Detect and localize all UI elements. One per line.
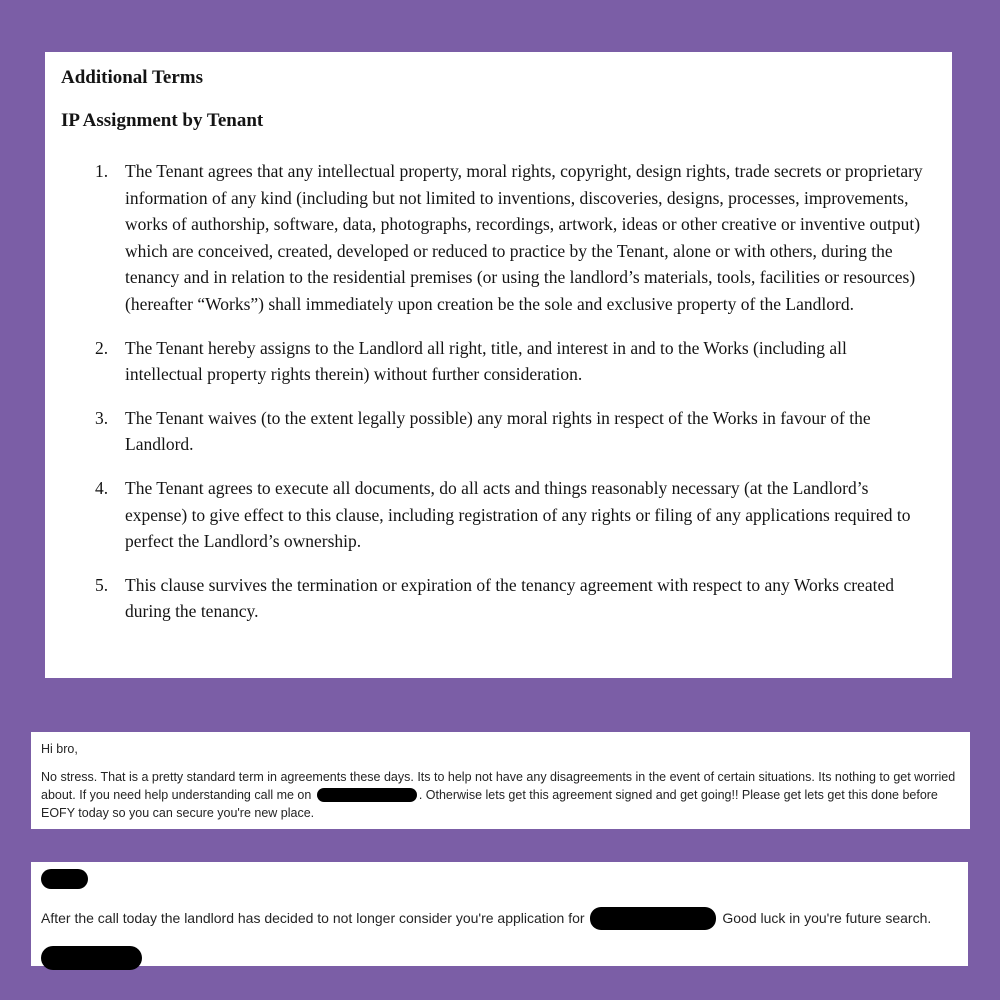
- clause-4: [95, 475, 930, 555]
- message-text-before-redaction: No stress. That is a pretty standard term in agreements these days. Its to help not have any disagreements in the event of certain situations. Its nothing to get worried about. If you need help understanding call me on: [41, 770, 956, 802]
- message-text-after-redaction: Good luck in you're future search.: [718, 910, 932, 927]
- clause-text: The Tenant waives (to the extent legally possible) any moral rights in respect of the Works in favour of the Landlord.: [125, 407, 871, 455]
- clause-3: [95, 405, 930, 458]
- agreement-document: [45, 52, 952, 678]
- document-title: Additional Terms: [61, 67, 204, 88]
- redacted-property-address: [590, 907, 716, 930]
- clause-2: [95, 335, 930, 388]
- message-greeting: Hi bro,: [41, 742, 78, 756]
- clause-5: [95, 572, 930, 625]
- clause-text: The Tenant agrees to execute all documents, do all acts and things reasonably necessary (at the Landlord’s expense) to give effect to this clause, including registration of any rights or filing of any applications required to perfect the Landlord’s ownership.: [125, 477, 911, 552]
- message-body: [41, 768, 960, 822]
- clause-text: This clause survives the termination or expiration of the tenancy agreement with respect to any Works created during the tenancy.: [125, 574, 894, 622]
- clause-number: 3.: [95, 407, 109, 428]
- message-landlord-reply: [31, 732, 970, 829]
- clause-number: 5.: [95, 574, 109, 595]
- clause-number: 4.: [95, 477, 109, 498]
- message-text-after-redaction: . Otherwise lets get this agreement signed and get going!! Please get lets get this done before EOFY today so you can secure you're new place.: [41, 788, 938, 820]
- clause-number: 1.: [95, 161, 109, 181]
- clause-1: [95, 158, 930, 318]
- document-subtitle: IP Assignment by Tenant: [61, 110, 264, 131]
- clause-text: The Tenant hereby assigns to the Landlord all right, title, and interest in and to the Works (including all intellectual property rights therein) without further consideration.: [125, 337, 847, 385]
- clause-text: The Tenant agrees that any intellectual property, moral rights, copyright, design rights, trade secrets or proprietary information of any kind (including but not limited to inventions, discoveries, designs, processes, improvements, works of authorship, software, data, photographs, recordings, artwork, ideas or other creative or inventive output) which are conceived, created, developed or reduced to practice by the Tenant, alone or with others, during the tenancy and in relation to the residential premises (or using the landlord’s materials, tools, facilities or resources) (hereafter “Works”) shall immediately upon creation be the sole and exclusive property of the Landlord.: [125, 161, 923, 314]
- clause-number: 2.: [95, 337, 109, 358]
- message-rejection: [31, 862, 968, 966]
- redacted-sender-name: [41, 946, 142, 970]
- redacted-recipient-name: [41, 869, 88, 889]
- clause-list: [95, 158, 930, 625]
- message-text-before-redaction: After the call today the landlord has decided to not longer consider you're application for: [41, 910, 589, 927]
- message-body: [41, 907, 958, 932]
- redacted-phone-number: [317, 788, 417, 802]
